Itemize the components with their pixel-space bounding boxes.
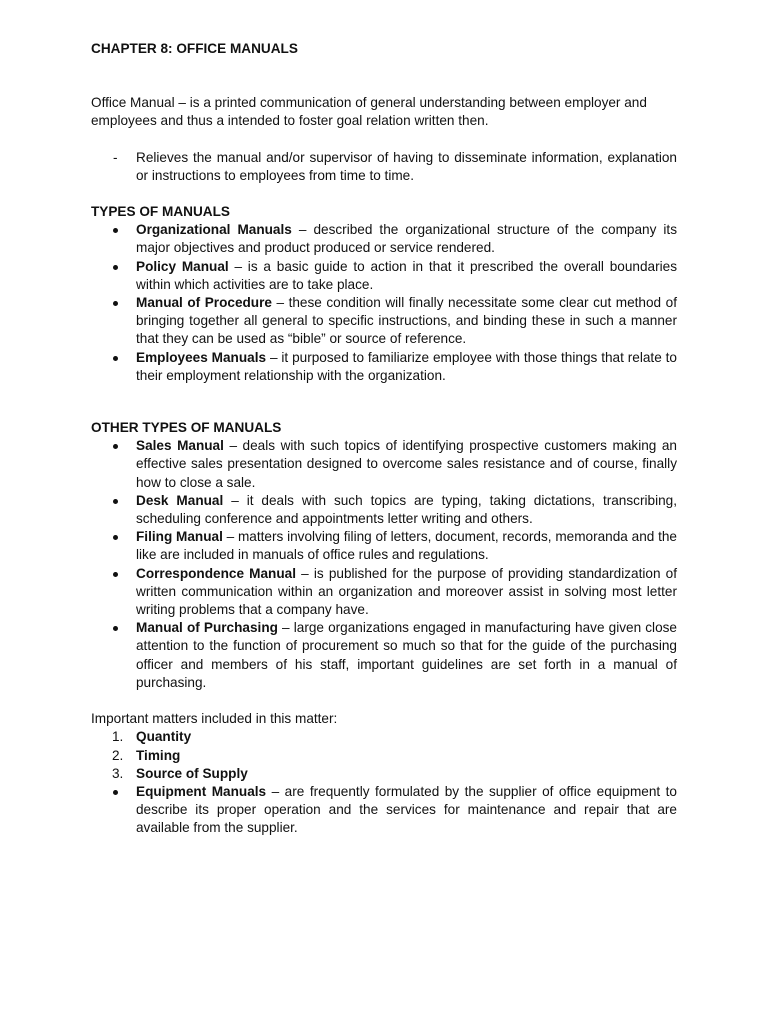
list-item: [91, 221, 677, 257]
list-item: [91, 783, 677, 838]
list-item-term: Filing Manual: [136, 529, 223, 545]
item-label: Quantity: [136, 729, 192, 745]
list-item: [91, 349, 677, 385]
dash-item-text: Relieves the manual and/or supervisor of having to disseminate information, explanation or instructions to employees from time to time.: [136, 149, 677, 183]
list-item-term: Manual of Procedure: [136, 295, 272, 311]
list-item: [91, 528, 677, 564]
list-item: [91, 437, 677, 492]
list-item-term: Manual of Purchasing: [136, 620, 278, 636]
bullet-icon: [113, 301, 118, 306]
item-number: 3.: [112, 765, 124, 781]
item-label: Timing: [136, 747, 181, 763]
list-item-text: – these condition will finally necessitate some clear cut method of bringing together all general to specific instructions, and binding these in such a manner that they can be used as “bible” or source of reference.: [136, 295, 677, 347]
item-number: 2.: [112, 747, 124, 763]
important-matters-text: Important matters included in this matter:: [91, 711, 338, 727]
chapter-title: CHAPTER 8: OFFICE MANUALS: [91, 41, 298, 56]
dash-list-item: [91, 149, 677, 185]
list-item-text: – it deals with such topics are typing, taking dictations, transcribing, scheduling conference and appointments letter writing and others.: [136, 492, 677, 527]
numbered-item: [91, 747, 677, 765]
list-item-text: – deals with such topics of identifying prospective customers making an effective sales presentation designed to overcome sales resistance and of course, finally how to close a sale.: [136, 438, 677, 490]
dash-marker: -: [113, 149, 118, 165]
bullet-icon: [113, 790, 118, 795]
list-item-term: Organizational Manuals: [136, 222, 292, 238]
bullet-icon: [113, 626, 118, 631]
list-item: [91, 565, 677, 620]
intro-text: – is a printed communication of general understanding between employer and employees and thus a intended to foster goal relation written then.: [91, 95, 647, 129]
types-heading: TYPES OF MANUALS: [91, 204, 230, 220]
bullet-icon: [113, 572, 118, 577]
list-item-text: – are frequently formulated by the supplier of office equipment to describe its proper operation and the services for maintenance and repair that are available from the supplier.: [136, 783, 677, 836]
list-item-term: Policy Manual: [136, 258, 229, 274]
bullet-icon: [113, 499, 118, 504]
bullet-icon: [113, 535, 118, 540]
important-matters-list: [91, 728, 677, 783]
list-item-text: – matters involving filing of letters, document, records, memoranda and the like are included in manuals of office rules and regulations.: [136, 529, 677, 563]
list-item: [91, 294, 677, 349]
list-item: [91, 258, 677, 294]
list-item-text: – it purposed to familiarize employee with those things that relate to their employment relationship with the organization.: [136, 349, 677, 383]
list-item-term: Correspondence Manual: [136, 565, 296, 581]
bullet-icon: [113, 356, 118, 361]
bullet-icon: [113, 228, 118, 233]
list-item-term: Employees Manuals: [136, 349, 267, 365]
list-item: [91, 619, 677, 692]
intro-term: Office Manual: [91, 95, 175, 111]
other-types-heading: OTHER TYPES OF MANUALS: [91, 420, 282, 436]
list-item: [91, 492, 677, 528]
item-number: 1.: [112, 729, 124, 745]
list-item-term: Desk Manual: [136, 492, 224, 508]
list-item-text: – described the organizational structure of the company its major objectives and product produced or service rendered.: [136, 222, 678, 256]
intro-paragraph: [91, 94, 677, 130]
bullet-icon: [113, 265, 118, 270]
list-item-term: Sales Manual: [136, 438, 224, 454]
numbered-item: [91, 765, 677, 783]
bullet-icon: [113, 444, 118, 449]
other-types-list: [91, 437, 677, 692]
list-item-text: – is a basic guide to action in that it prescribed the overall boundaries within which activities are to take place.: [136, 258, 677, 292]
document-page: [91, 40, 677, 838]
list-item-text: – large organizations engaged in manufacturing have given close attention to the function of procurement so much so that for the guide of the purchasing officer and members of his staff, important guidelines are set forth in a manual of purchasing.: [136, 620, 677, 690]
list-item-term: Equipment Manuals: [136, 783, 267, 799]
types-list: [91, 221, 677, 385]
equipment-list: [91, 783, 677, 838]
item-label: Source of Supply: [136, 765, 248, 781]
numbered-item: [91, 728, 677, 746]
list-item-text: – is published for the purpose of providing standardization of written communication within an organization and moreover assist in solving most letter writing problems that a company have.: [136, 565, 677, 618]
